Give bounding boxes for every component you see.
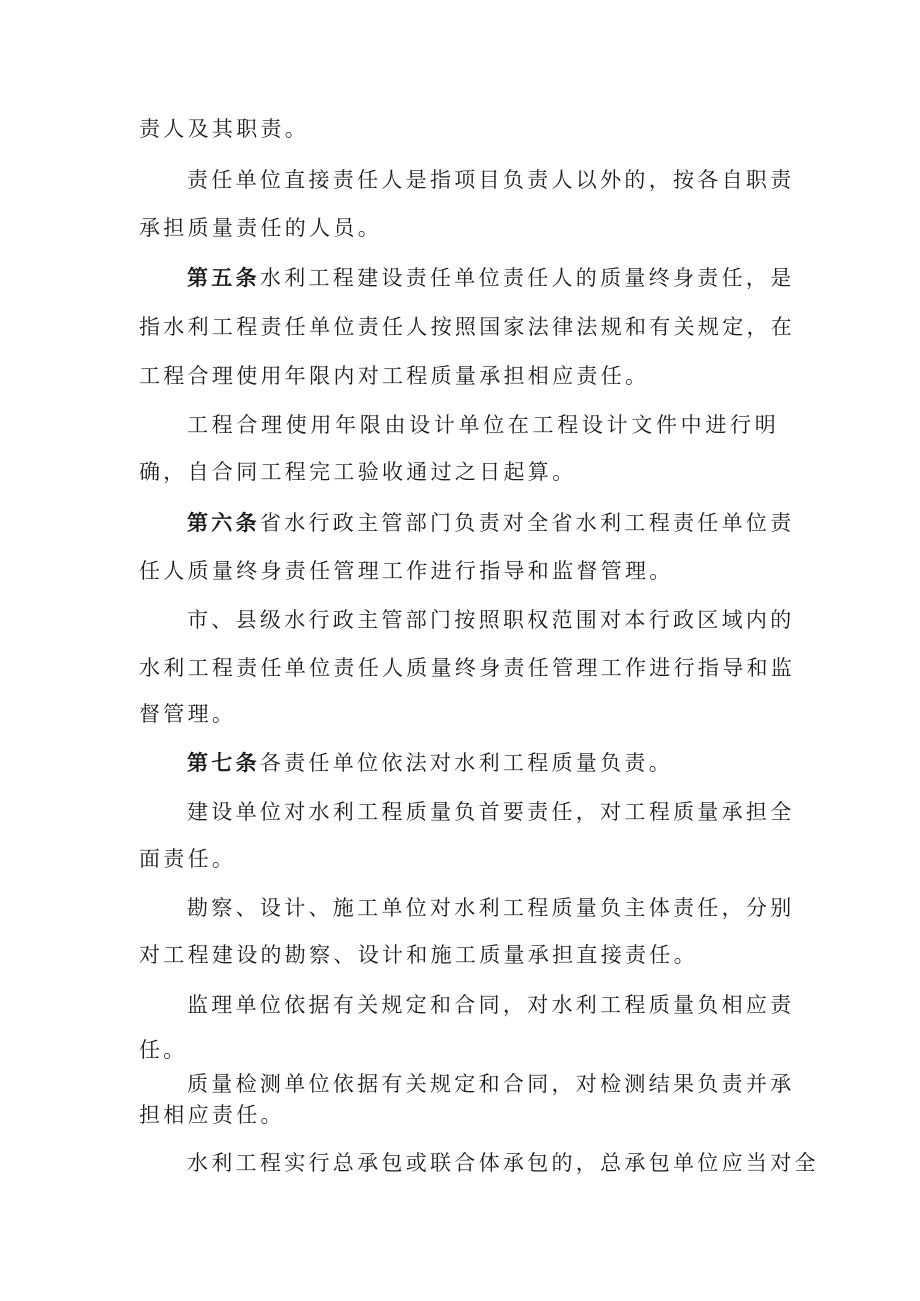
text-line: 任。 [139,1038,188,1062]
article-6-line: 第六条省水行政主管部门负责对全省水利工程责任单位责 [187,511,795,535]
text-line: 水利工程责任单位责任人质量终身责任管理工作进行指导和监 [139,656,796,680]
text-line: 监理单位依据有关规定和合同，对水利工程质量负相应责 [187,993,795,1017]
text-line: 对工程建设的勘察、设计和施工质量承担直接责任。 [139,943,698,967]
text-line: 担相应责任。 [139,1103,285,1127]
text-line: 指水利工程责任单位责任人按照国家法律法规和有关规定，在 [139,315,796,339]
text-line: 承担质量责任的人员。 [139,216,382,240]
article-7-line: 第七条各责任单位依法对水利工程质量负责。 [187,751,674,775]
text-line: 工程合理使用年限内对工程质量承担相应责任。 [139,364,650,388]
text-line: 水利工程实行总承包或联合体承包的，总承包单位应当对全 [187,1151,819,1175]
text-line: 市、县级水行政主管部门按照职权范围对本行政区域内的 [187,608,795,632]
text-line: 勘察、设计、施工单位对水利工程质量负主体责任，分别 [187,896,795,920]
text-line: 建设单位对水利工程质量负首要责任，对工程质量承担全 [187,800,795,824]
article-label: 第六条 [187,511,260,535]
text-line: 督管理。 [139,702,237,726]
text-line: 责任单位直接责任人是指项目负责人以外的，按各自职责 [187,168,795,192]
article-label: 第五条 [187,266,260,290]
article-label: 第七条 [187,751,260,775]
article-5-line: 第五条水利工程建设责任单位责任人的质量终身责任，是 [187,266,795,290]
text-line: 责人及其职责。 [139,117,310,141]
text-line: 质量检测单位依据有关规定和合同，对检测结果负责并承 [187,1072,795,1096]
text-line: 面责任。 [139,847,237,871]
text-line: 确，自合同工程完工验收通过之日起算。 [139,460,577,484]
text-line: 任人质量终身责任管理工作进行指导和监督管理。 [139,559,674,583]
text-line: 工程合理使用年限由设计单位在工程设计文件中进行明 [187,413,779,437]
